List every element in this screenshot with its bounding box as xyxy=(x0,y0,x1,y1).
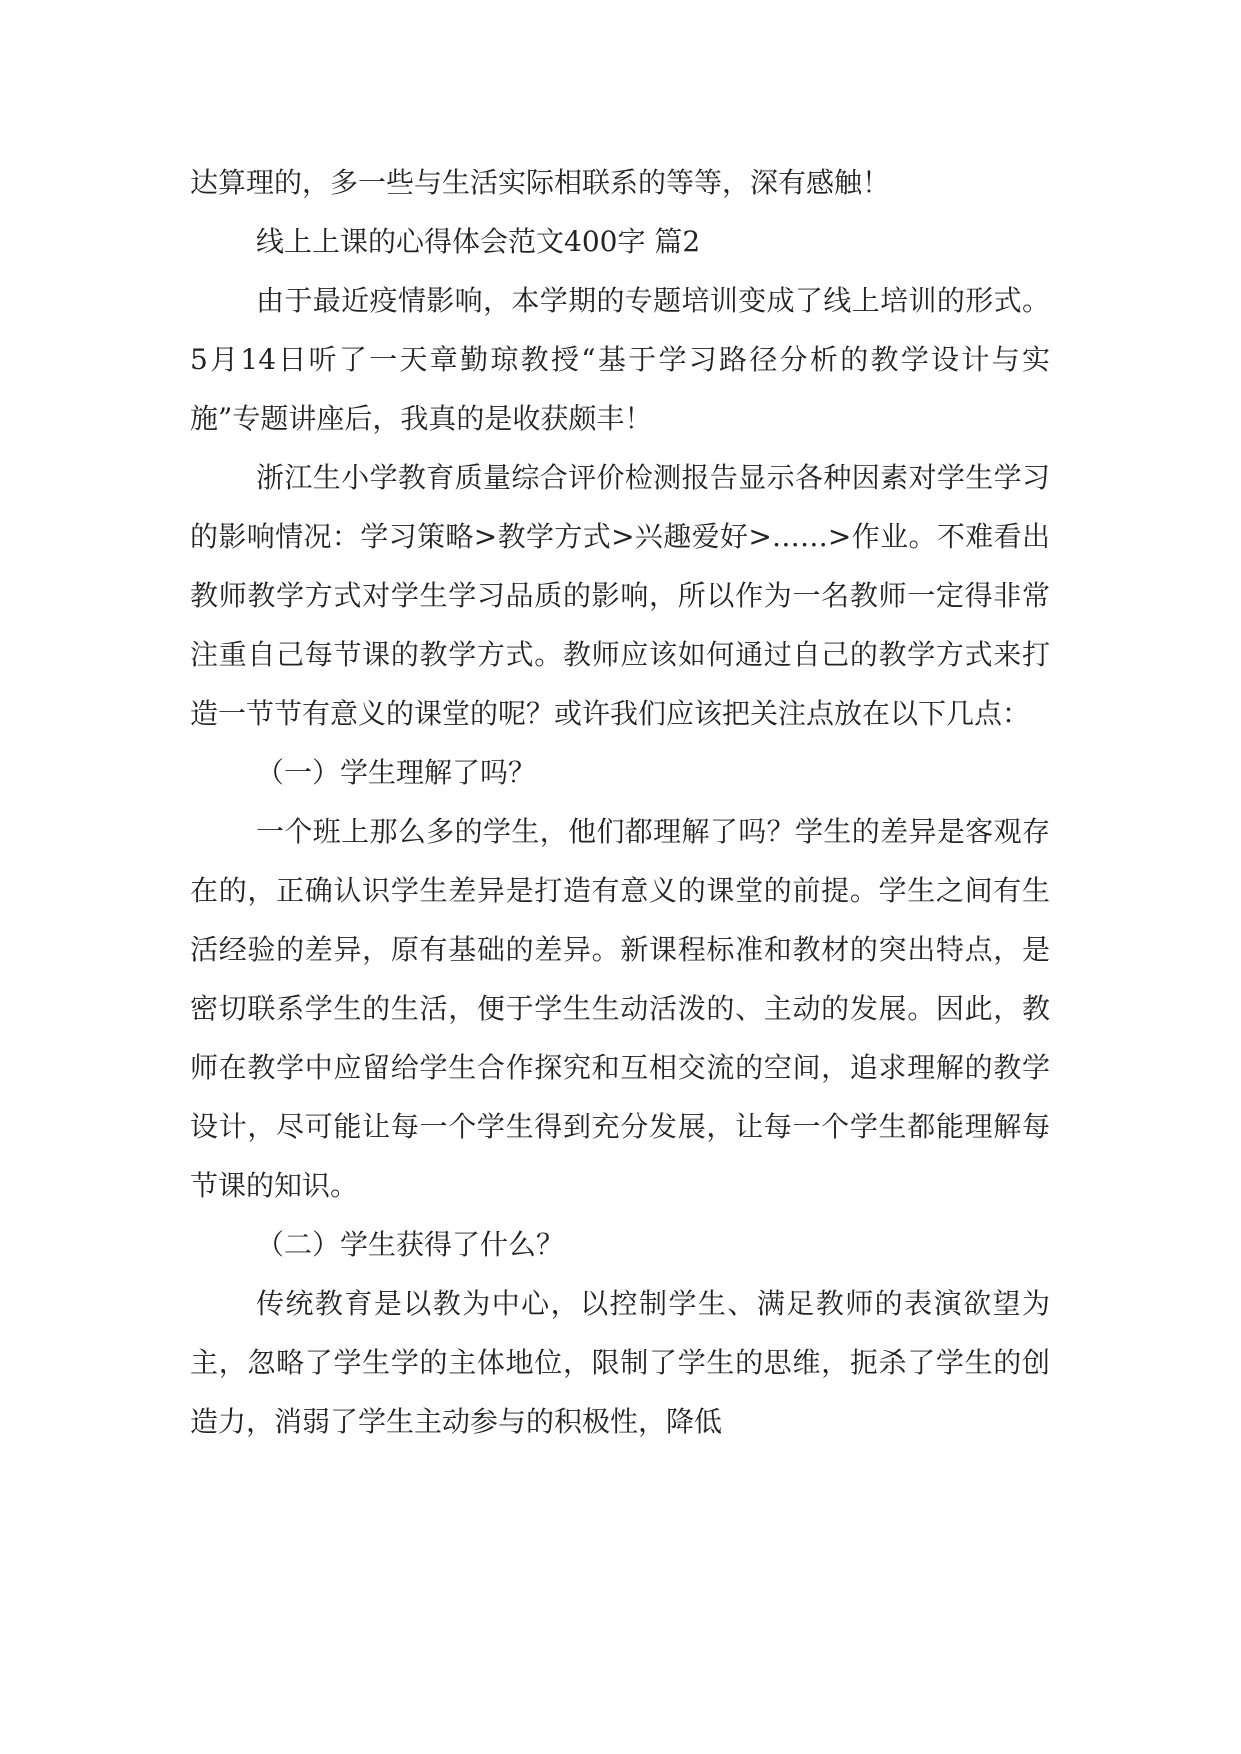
paragraph-traditional: 传统教育是以教为中心，以控制学生、满足教师的表演欲望为主，忽略了学生学的主体地位，限制了学生的思维，扼杀了学生的创造力，消弱了学生主动参与的积极性，降低 xyxy=(190,1287,1050,1438)
paragraph-report: 浙江生小学教育质量综合评价检测报告显示各种因素对学生学习的影响情况：学习策略>教学方式>兴趣爱好>……>作业。不难看出教师教学方式对学生学习品质的影响，所以作为一名教师一定得非常注重自己每节课的教学方式。教师应该如何通过自己的教学方式来打造一节节有意义的课堂的呢？或许我们应该把关注点放在以下几点： xyxy=(190,461,1050,730)
document-body xyxy=(190,153,1050,1451)
paragraph-intro: 由于最近疫情影响，本学期的专题培训变成了线上培训的形式。5月14日听了一天章勤琼教授“基于学习路径分析的教学设计与实施”专题讲座后，我真的是收获颇丰！ xyxy=(190,284,1050,435)
section-title: 线上上课的心得体会范文400字 篇2 xyxy=(256,225,701,258)
paragraph-continuation: 达算理的，多一些与生活实际相联系的等等，深有感触！ xyxy=(190,166,891,199)
subheading-two: （二）学生获得了什么？ xyxy=(256,1228,565,1261)
paragraph-understanding: 一个班上那么多的学生，他们都理解了吗？学生的差异是客观存在的，正确认识学生差异是打造有意义的课堂的前提。学生之间有生活经验的差异，原有基础的差异。新课程标准和教材的突出特点，是密切联系学生的生活，便于学生生动活泼的、主动的发展。因此，教师在教学中应留给学生合作探究和互相交流的空间，追求理解的教学设计，尽可能让每一个学生得到充分发展，让每一个学生都能理解每节课的知识。 xyxy=(190,815,1050,1202)
subheading-one: （一）学生理解了吗？ xyxy=(256,756,537,789)
